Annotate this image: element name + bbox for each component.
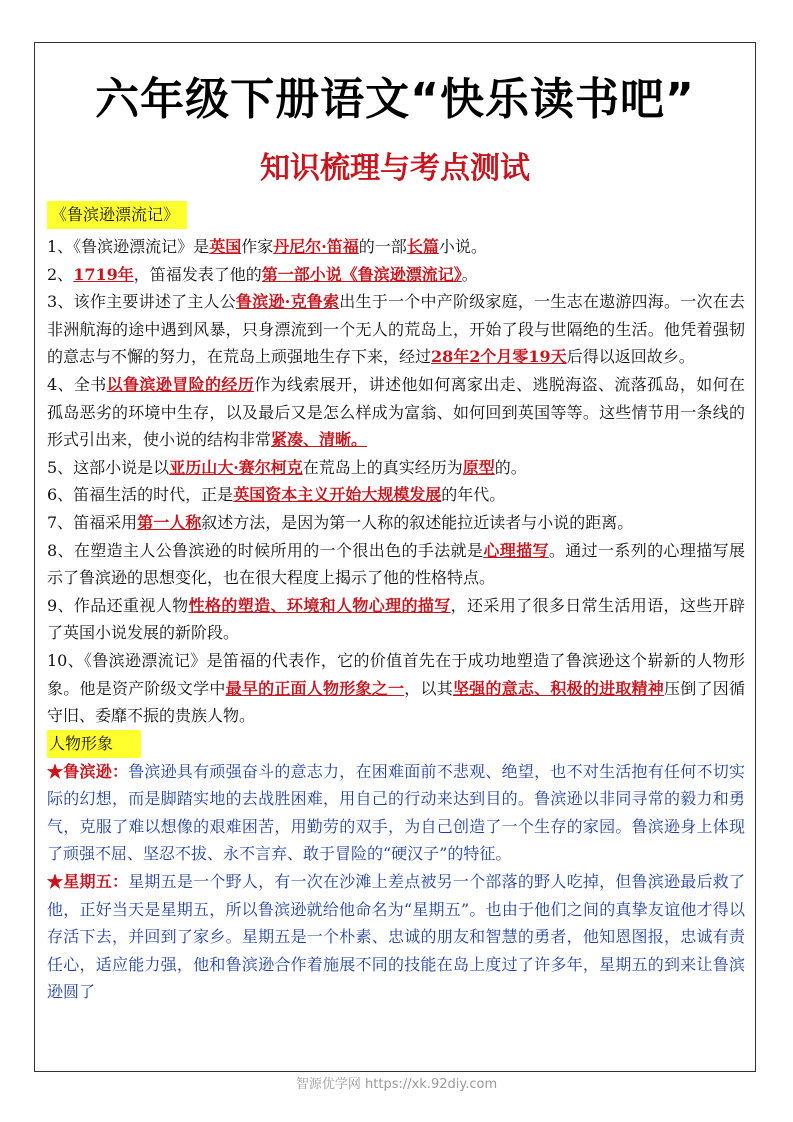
highlight-text: 以鲁滨逊冒险的经历 — [106, 374, 255, 394]
character-name: ★星期五： — [47, 872, 129, 892]
character-description: 星期五是一个野人，有一次在沙滩上差点被另一个部落的野人吃掉，但鲁滨逊最后救了他，正好当天是星期五，所以鲁滨逊就给他命名为“星期五”。也由于他们之间的真挚友谊他才得以存活下去，并回到了家乡。星期五是一个朴素、忠诚的朋友和智慧的勇者，他知恩图报，忠诚有责任心，适应能力强，他和鲁滨逊合作着施展不同的技能在岛上度过了许多年，星期五的到来让鲁滨逊圆了 — [47, 872, 745, 1002]
item-text: 压倒了因循守旧、委靡不振的贵族人物。 — [47, 678, 745, 726]
item-text: 2、 — [47, 264, 74, 284]
item-text: 4、全书 — [47, 374, 107, 394]
highlight-text: 第一人称 — [137, 512, 202, 532]
highlight-text: 1719年 — [73, 264, 134, 284]
item-text: 作为线索展开，讲述他如何离家出走、逃脱海盗、流落孤岛，如何在孤岛恶劣的环境中生存，以及最后又是怎么样成为富翁、如何回到英国等等。这些情节用一条线的形式引出来，使小说的结构非常 — [47, 374, 745, 450]
knowledge-item — [47, 371, 745, 454]
highlight-text: 长篇 — [406, 237, 439, 256]
item-text: 1、《鲁滨逊漂流记》是 — [47, 237, 210, 256]
page-subtitle: 知识梳理与考点测试 — [260, 151, 530, 186]
knowledge-item — [47, 509, 745, 537]
highlight-text: 性格的塑造、环境和人物心理的描写 — [188, 595, 451, 615]
highlight-text: 英国资本主义开始大规模发展 — [233, 485, 442, 505]
knowledge-item — [47, 454, 745, 482]
item-text: 10、《鲁滨逊漂流记》是笛福的代表作，它的价值首先在于成功地塑造了鲁滨逊这个崭新的人物形象。他是资产阶级文学中 — [47, 650, 745, 698]
highlight-text: 鲁滨逊·克鲁索 — [236, 292, 340, 312]
item-text: 5、这部小说是以 — [47, 457, 170, 477]
highlight-text: 紧凑、清晰。 — [271, 430, 368, 450]
knowledge-item — [47, 592, 745, 647]
knowledge-item — [47, 261, 745, 289]
item-text: 。 — [461, 264, 478, 284]
knowledge-list — [47, 233, 745, 730]
knowledge-item — [47, 288, 745, 371]
item-text: 在荒岛上的真实经历为 — [302, 457, 463, 477]
highlight-text: 第一部小说《鲁滨逊漂流记》 — [261, 264, 462, 284]
highlight-text: 坚强的意志、积极的进取精神 — [452, 678, 665, 698]
item-text: 出生于一个中产阶级家庭，一生志在遨游四海。一次在去非洲航海的途中遇到风暴，只身漂流到一个无人的荒岛上，开始了段与世隔绝的生活。他凭着强韧的意志与不懈的努力，在荒岛上顽强地生存下来，经过 — [47, 292, 745, 367]
item-text: 7、笛福采用 — [47, 512, 138, 532]
item-text: ，以其 — [404, 678, 453, 698]
item-text: 3、该作主要讲述了主人公 — [47, 292, 237, 312]
item-text: 叙述方法，是因为第一人称的叙述能拉近读者与小说的距离。 — [201, 512, 634, 532]
highlight-text: 原型 — [462, 457, 495, 477]
item-text: ，还采用了很多日常生活用语，这些开辟了英国小说发展的新阶段。 — [47, 595, 745, 643]
footer-watermark: 智源优学网 https://xk.92diy.com — [295, 1077, 498, 1092]
item-text: 作家 — [241, 237, 274, 256]
highlight-text: 丹尼尔·笛福 — [273, 237, 359, 256]
item-text: ，笛福发表了他的 — [133, 264, 262, 284]
knowledge-item — [47, 481, 745, 509]
character-entry — [47, 868, 745, 1006]
item-text: 小说。 — [438, 237, 487, 256]
item-text: 的一部 — [358, 237, 407, 256]
character-name: ★鲁滨逊： — [47, 761, 129, 781]
highlight-text: 28年2个月零19天 — [431, 347, 567, 367]
item-text: 9、作品还重视人物 — [47, 595, 189, 615]
item-text: 的。 — [494, 457, 527, 477]
character-list — [47, 758, 745, 1006]
knowledge-item — [47, 537, 745, 592]
highlight-text: 心理描写 — [483, 540, 549, 560]
character-description: 鲁滨逊具有顽强奋斗的意志力，在困难面前不悲观、绝望，也不对生活抱有任何不切实际的幻想，而是脚踏实地的去战胜困难，用自己的行动来达到目的。鲁滨逊以非同寻常的毅力和勇气，克服了难以想像的艰难困苦，用勤劳的双手，为自己创造了一个生存的家园。鲁滨逊身上体现了顽强不屈、坚忍不拔、永不言弃、敢于冒险的“硬汉子”的特征。 — [47, 761, 745, 864]
item-text: 6、笛福生活的时代，正是 — [47, 485, 234, 505]
item-text: 的年代。 — [441, 485, 506, 505]
item-text: 后得以返回故乡。 — [566, 347, 695, 367]
item-text: 8、在塑造主人公鲁滨逊的时候所用的一个很出色的手法就是 — [47, 540, 484, 560]
content — [47, 201, 745, 1006]
highlight-text: 亚历山大·赛尔柯克 — [169, 457, 303, 477]
page-frame — [34, 42, 756, 1072]
knowledge-item — [47, 233, 745, 261]
knowledge-item — [47, 647, 745, 730]
page-title: 六年级下册语文“快乐读书吧” — [95, 74, 695, 125]
character-entry — [47, 758, 745, 868]
item-text: 。通过一系列的心理描写展示了鲁滨逊的思想变化，也在很大程度上揭示了他的性格特点。 — [47, 540, 745, 588]
highlight-text: 英国 — [209, 237, 242, 256]
section-tag-book: 《鲁滨逊漂流记》 — [47, 201, 187, 229]
highlight-text: 最早的正面人物形象之一 — [225, 678, 405, 698]
section-tag-characters: 人物形象 — [47, 730, 141, 758]
